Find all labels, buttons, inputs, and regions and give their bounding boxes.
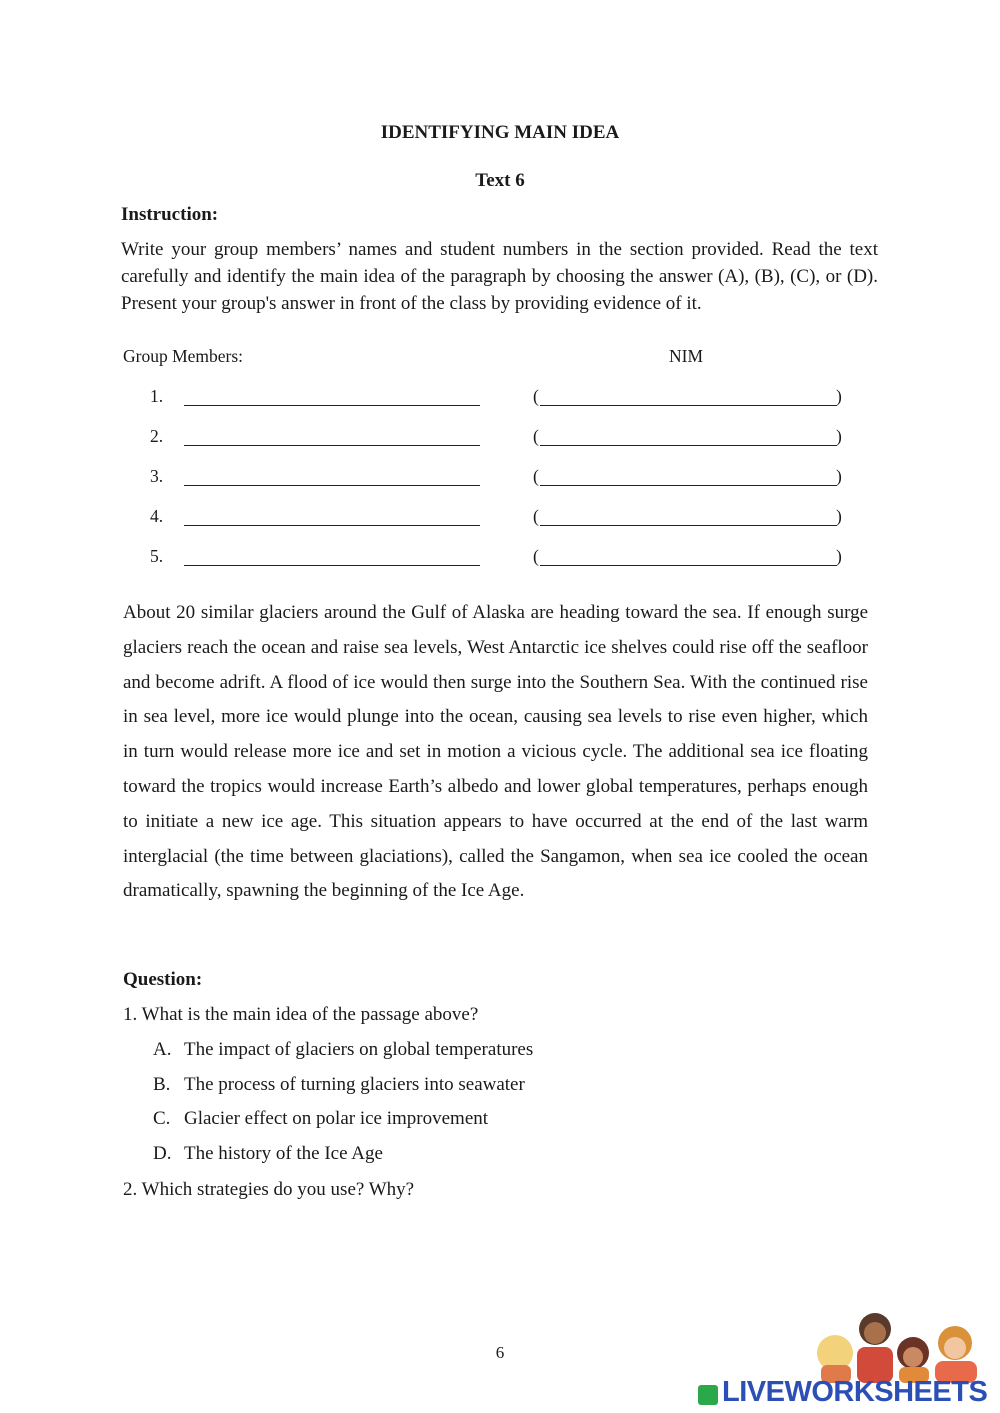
member-nim-field[interactable] — [540, 565, 837, 566]
answer-option-c[interactable] — [153, 1108, 488, 1130]
option-text: The impact of glaciers on global temperatures — [184, 1039, 534, 1060]
member-number: 2. — [150, 426, 164, 446]
option-letter: B. — [153, 1074, 171, 1095]
member-nim-field[interactable] — [540, 485, 837, 486]
reading-passage: About 20 similar glaciers around the Gulf of Alaska are heading toward the sea. If enough surge glaciers reach the ocean and raise sea levels, West Antarctic ice shelves could rise off the seafloor and become adrift. A flood of ice would then surge into the Southern Sea. With the continued rise in sea level, more ice would plunge into the ocean, causing sea levels to rise even higher, which in turn would release more ice and set in motion a vicious cycle. The additional sea ice floating toward the tropics would increase Earth’s albedo and lower global temperatures, perhaps enough to initiate a new ice age. This situation appears to have occurred at the end of the last warm interglacial (the time between glaciations), called the Sangamon, when sea ice cooled the ocean dramatically, spawning the beginning of the Ice Age. — [123, 602, 868, 902]
question-heading: Question: — [123, 969, 203, 990]
member-row — [150, 466, 850, 490]
answer-option-a[interactable] — [153, 1039, 533, 1061]
liveworksheets-wordmark: LIVEWORKSHEETS — [722, 1376, 988, 1408]
member-nim — [533, 386, 843, 410]
open-paren: ( — [533, 546, 539, 566]
member-nim-field[interactable] — [540, 525, 837, 526]
answer-option-b[interactable] — [153, 1074, 525, 1096]
member-nim — [533, 546, 843, 570]
member-nim — [533, 426, 843, 450]
member-name-field[interactable] — [184, 445, 480, 446]
option-letter: D. — [153, 1143, 172, 1164]
option-text: The history of the Ice Age — [184, 1143, 383, 1164]
question-2: 2. Which strategies do you use? Why? — [123, 1179, 415, 1200]
instruction-text: Write your group members’ names and student numbers in the section provided. Read the text carefully and identify the main idea of the paragraph by choosing the answer (A), (B), (C), or (D). Present your group's answer in front of the class by providing evidence of it. — [121, 239, 878, 314]
liveworksheets-logo-icon — [698, 1385, 718, 1405]
close-paren: ) — [836, 506, 842, 526]
open-paren: ( — [533, 466, 539, 486]
member-name-field[interactable] — [184, 565, 480, 566]
member-name-field[interactable] — [184, 405, 480, 406]
option-letter: A. — [153, 1039, 172, 1060]
member-nim-field[interactable] — [540, 405, 837, 406]
option-text: Glacier effect on polar ice improvement — [184, 1108, 489, 1129]
member-name-field[interactable] — [184, 525, 480, 526]
member-number: 5. — [150, 546, 164, 566]
member-row — [150, 506, 850, 530]
text-number: Text 6 — [475, 170, 525, 191]
close-paren: ) — [836, 466, 842, 486]
document-title: IDENTIFYING MAIN IDEA — [380, 122, 620, 143]
member-number: 4. — [150, 506, 164, 526]
nim-label: NIM — [669, 346, 704, 366]
option-letter: C. — [153, 1108, 171, 1129]
page-number: 6 — [495, 1343, 505, 1362]
open-paren: ( — [533, 386, 539, 406]
option-text: The process of turning glaciers into seawater — [184, 1074, 525, 1095]
member-row — [150, 546, 850, 570]
answer-option-d[interactable] — [153, 1143, 383, 1165]
close-paren: ) — [836, 426, 842, 446]
member-row — [150, 426, 850, 450]
member-number: 3. — [150, 466, 164, 486]
open-paren: ( — [533, 426, 539, 446]
question-1: 1. What is the main idea of the passage above? — [123, 1004, 479, 1025]
students-illustration-icon — [785, 1303, 1000, 1383]
group-members-label: Group Members: — [123, 346, 244, 366]
member-nim — [533, 506, 843, 530]
liveworksheets-badge[interactable] — [690, 1303, 1000, 1413]
member-row — [150, 386, 850, 410]
close-paren: ) — [836, 546, 842, 566]
member-nim — [533, 466, 843, 490]
member-name-field[interactable] — [184, 485, 480, 486]
instruction-heading: Instruction: — [121, 204, 219, 225]
member-nim-field[interactable] — [540, 445, 837, 446]
close-paren: ) — [836, 386, 842, 406]
open-paren: ( — [533, 506, 539, 526]
member-number: 1. — [150, 386, 164, 406]
